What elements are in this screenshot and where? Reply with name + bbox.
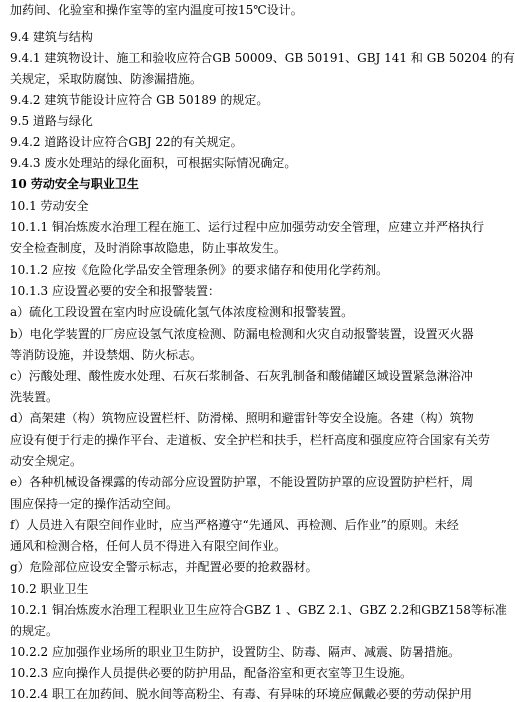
text-line: 等消防设施，并设禁烟、防火标志。 — [10, 348, 203, 362]
list-item-a: a）硫化工段设置在室内时应设硫化氢气体浓度检测和报警装置。 — [10, 305, 354, 319]
text-line: 10.2.3 应向操作人员提供必要的防护用品，配备浴室和更衣室等卫生设施。 — [10, 666, 412, 680]
text-line: 10.2.2 应加强作业场所的职业卫生防护，设置防尘、防毒、隔声、减震、防暑措施。 — [10, 645, 460, 659]
section-heading-9-4: 9.4 建筑与结构 — [10, 30, 93, 44]
list-item-d: d）高架建（构）筑物应设置栏杆、防滑梯、照明和避雷针等安全设施。各建（构）筑物 — [10, 411, 474, 425]
list-item-b: b）电化学装置的厂房应设氢气浓度检测、防漏电检测和火灾自动报警装置，设置灭火器 — [10, 327, 474, 341]
text-line: 10.1.1 铜冶炼废水治理工程在施工、运行过程中应加强劳动安全管理，应建立并严格执行 — [10, 220, 484, 234]
text-line: 10.2.4 职工在加药间、脱水间等高粉尘、有毒、有异味的环境应佩戴必要的劳动保护用 — [10, 687, 472, 701]
text-line: 的规定。 — [10, 624, 59, 638]
text-line: 9.4.2 道路设计应符合GBJ 22的有关规定。 — [10, 135, 243, 149]
list-item-g: g）危险部位应设安全警示标志，并配置必要的抢救器材。 — [10, 560, 318, 574]
section-heading-9-5: 9.5 道路与绿化 — [10, 114, 93, 128]
list-item-c: c）污酸处理、酸性废水处理、石灰石浆制备、石灰乳制备和酸储罐区域设置紧急淋浴冲 — [10, 369, 473, 383]
text-line: 安全检查制度，及时消除事故隐患，防止事故发生。 — [10, 241, 287, 255]
text-line: 9.4.2 建筑节能设计应符合 GB 50189 的规定。 — [10, 93, 269, 107]
list-item-e: e）各种机械设备裸露的传动部分应设置防护罩，不能设置防护罩的应设置防护栏杆，周 — [10, 475, 474, 489]
text-line: 关规定，采取防腐蚀、防渗漏措施。 — [10, 72, 203, 86]
text-line: 围应保持一定的操作活动空间。 — [10, 497, 179, 511]
text-line: 动安全规定。 — [10, 454, 83, 468]
section-heading-10-2: 10.2 职业卫生 — [10, 582, 89, 596]
text-line: 10.1.2 应按《危险化学品安全管理条例》的要求储存和使用化学药剂。 — [10, 263, 388, 277]
text-line: 应设有便于行走的操作平台、走道板、安全护栏和扶手，栏杆高度和强度应符合国家有关劳 — [10, 433, 491, 447]
text-line: 9.4.1 建筑物设计、施工和验收应符合GB 50009、GB 50191、GBJ 141 和 GB 50204 的有 — [10, 51, 515, 65]
text-line: 加药间、化验室和操作室等的室内温度可按15℃设计。 — [10, 3, 303, 17]
chapter-heading-10: 10 劳动安全与职业卫生 — [10, 177, 139, 191]
text-line: 9.4.3 废水处理站的绿化面积，可根据实际情况确定。 — [10, 156, 297, 170]
text-line: 10.1.3 应设置必要的安全和报警装置： — [10, 284, 220, 298]
text-line: 洗装置。 — [10, 390, 59, 404]
text-line: 通风和检测合格，任何人员不得进入有限空间作业。 — [10, 539, 287, 553]
list-item-f: f）人员进入有限空间作业时，应当严格遵守“先通风、再检测、后作业”的原则。未经 — [10, 518, 459, 532]
text-line: 10.2.1 铜冶炼废水治理工程职业卫生应符合GBZ 1 、GBZ 2.1、GBZ 2.2和GBZ158等标准 — [10, 603, 507, 617]
section-heading-10-1: 10.1 劳动安全 — [10, 199, 89, 213]
